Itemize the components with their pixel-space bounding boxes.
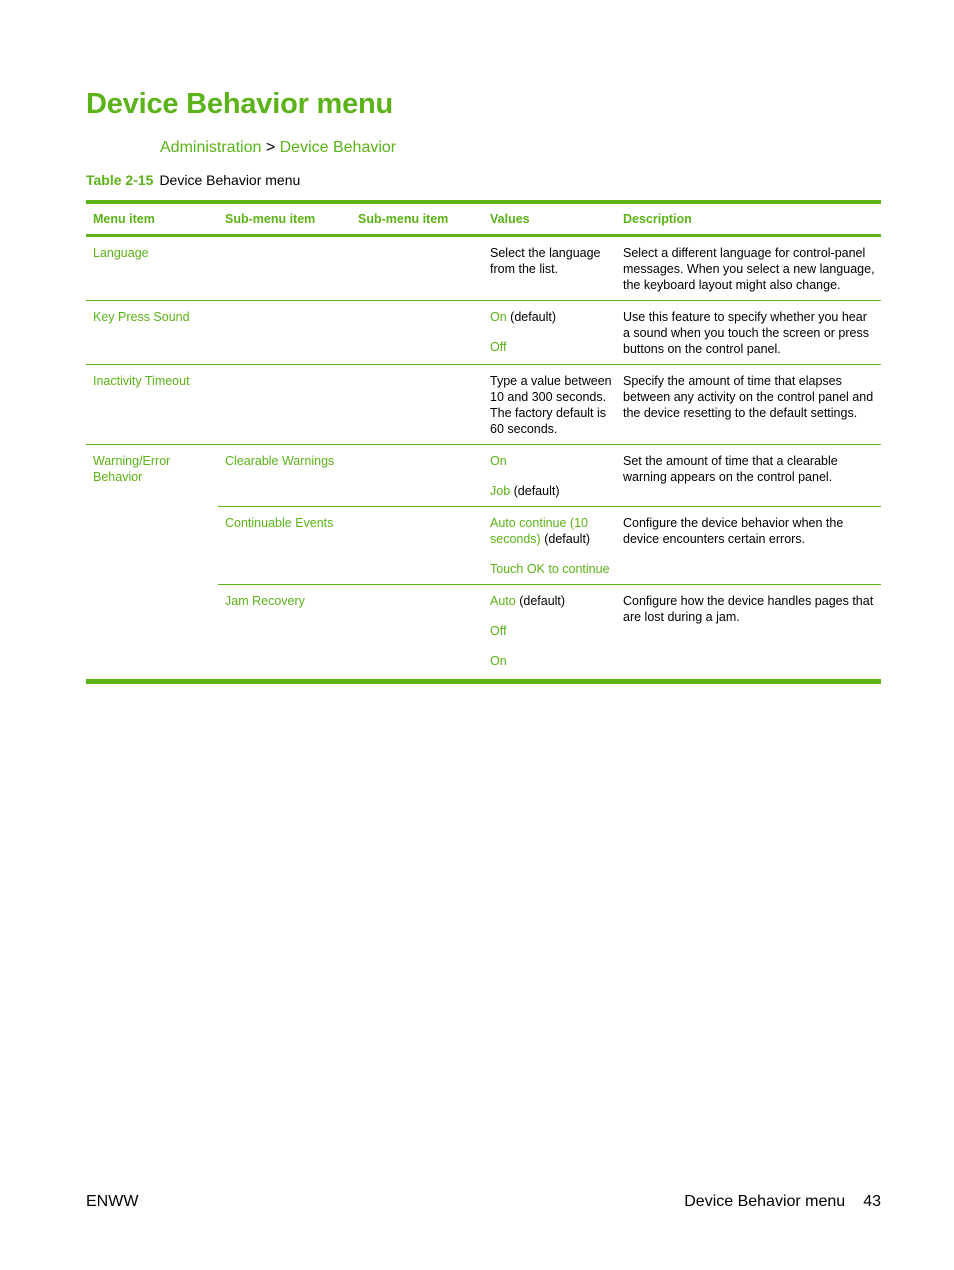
continuable-events-description: Configure the device behavior when the device encounters certain errors. bbox=[623, 516, 844, 546]
header-sub-menu-item-1: Sub-menu item bbox=[225, 212, 316, 226]
breadcrumb-separator: > bbox=[265, 139, 276, 156]
device-behavior-table bbox=[86, 200, 881, 684]
footer-left-label: ENWW bbox=[86, 1193, 139, 1210]
menu-item-key-press-sound[interactable]: Key Press Sound bbox=[93, 310, 190, 324]
value-on[interactable]: On bbox=[490, 310, 507, 324]
header-description: Description bbox=[623, 212, 692, 226]
menu-item-inactivity-timeout[interactable]: Inactivity Timeout bbox=[93, 374, 190, 388]
value-auto-continue[interactable]: Auto continue (10 seconds) bbox=[490, 516, 588, 546]
table-row-key-press-sound bbox=[86, 301, 881, 365]
footer-right bbox=[684, 1193, 881, 1211]
default-marker: (default) bbox=[544, 532, 591, 546]
clearable-warnings-description: Set the amount of time that a clearable warning appears on the control panel. bbox=[623, 454, 838, 484]
value-on[interactable]: On bbox=[490, 654, 507, 668]
table-row-inactivity-timeout bbox=[86, 365, 881, 445]
value-off[interactable]: Off bbox=[490, 340, 507, 354]
breadcrumb-link-administration[interactable]: Administration bbox=[160, 139, 262, 156]
table-number: Table 2-15 bbox=[86, 172, 154, 188]
value-off[interactable]: Off bbox=[490, 624, 507, 638]
table-row-clearable-warnings bbox=[218, 445, 881, 507]
footer-section-title: Device Behavior menu bbox=[684, 1193, 846, 1210]
breadcrumb bbox=[160, 139, 396, 157]
default-marker: (default) bbox=[513, 484, 560, 498]
header-rule bbox=[86, 234, 881, 237]
menu-item-language[interactable]: Language bbox=[93, 246, 149, 260]
inactivity-timeout-value: Type a value between 10 and 300 seconds. The factory default is 60 seconds. bbox=[490, 374, 612, 436]
header-sub-menu-item-2: Sub-menu item bbox=[358, 212, 449, 226]
key-press-sound-description: Use this feature to specify whether you hear a sound when you touch the screen or press buttons on the control panel. bbox=[623, 310, 869, 356]
jam-recovery-description: Configure how the device handles pages that are lost during a jam. bbox=[623, 594, 874, 624]
table-header bbox=[86, 204, 881, 234]
page-title: Device Behavior menu bbox=[86, 88, 394, 120]
table-row-language bbox=[86, 237, 881, 301]
default-marker: (default) bbox=[510, 310, 557, 324]
value-touch-ok-to-continue[interactable]: Touch OK to continue bbox=[490, 562, 610, 576]
default-marker: (default) bbox=[519, 594, 566, 608]
table-caption-text: Device Behavior menu bbox=[159, 172, 301, 188]
sub-menu-item-continuable-events[interactable]: Continuable Events bbox=[225, 516, 334, 530]
inactivity-timeout-description: Specify the amount of time that elapses between any activity on the control panel and the device resetting to the default settings. bbox=[623, 374, 874, 420]
table-row-continuable-events bbox=[218, 507, 881, 585]
value-auto[interactable]: Auto bbox=[490, 594, 516, 608]
sub-menu-item-clearable-warnings[interactable]: Clearable Warnings bbox=[225, 454, 335, 468]
language-description: Select a different language for control-panel messages. When you select a new language, the keyboard layout might also change. bbox=[623, 246, 875, 292]
value-on[interactable]: On bbox=[490, 454, 507, 468]
page-number: 43 bbox=[863, 1193, 881, 1210]
table-row-jam-recovery bbox=[218, 585, 881, 679]
value-job[interactable]: Job bbox=[490, 484, 511, 498]
header-values: Values bbox=[490, 212, 530, 226]
table-group-warning-error-behavior bbox=[86, 445, 881, 679]
table-caption bbox=[86, 172, 300, 188]
menu-item-warning-error-behavior[interactable]: Warning/Error Behavior bbox=[93, 454, 171, 484]
breadcrumb-link-device-behavior[interactable]: Device Behavior bbox=[279, 139, 397, 156]
header-menu-item: Menu item bbox=[93, 212, 155, 226]
table-bottom-rule bbox=[86, 679, 881, 684]
sub-menu-item-jam-recovery[interactable]: Jam Recovery bbox=[225, 594, 305, 608]
language-value: Select the language from the list. bbox=[490, 246, 601, 276]
